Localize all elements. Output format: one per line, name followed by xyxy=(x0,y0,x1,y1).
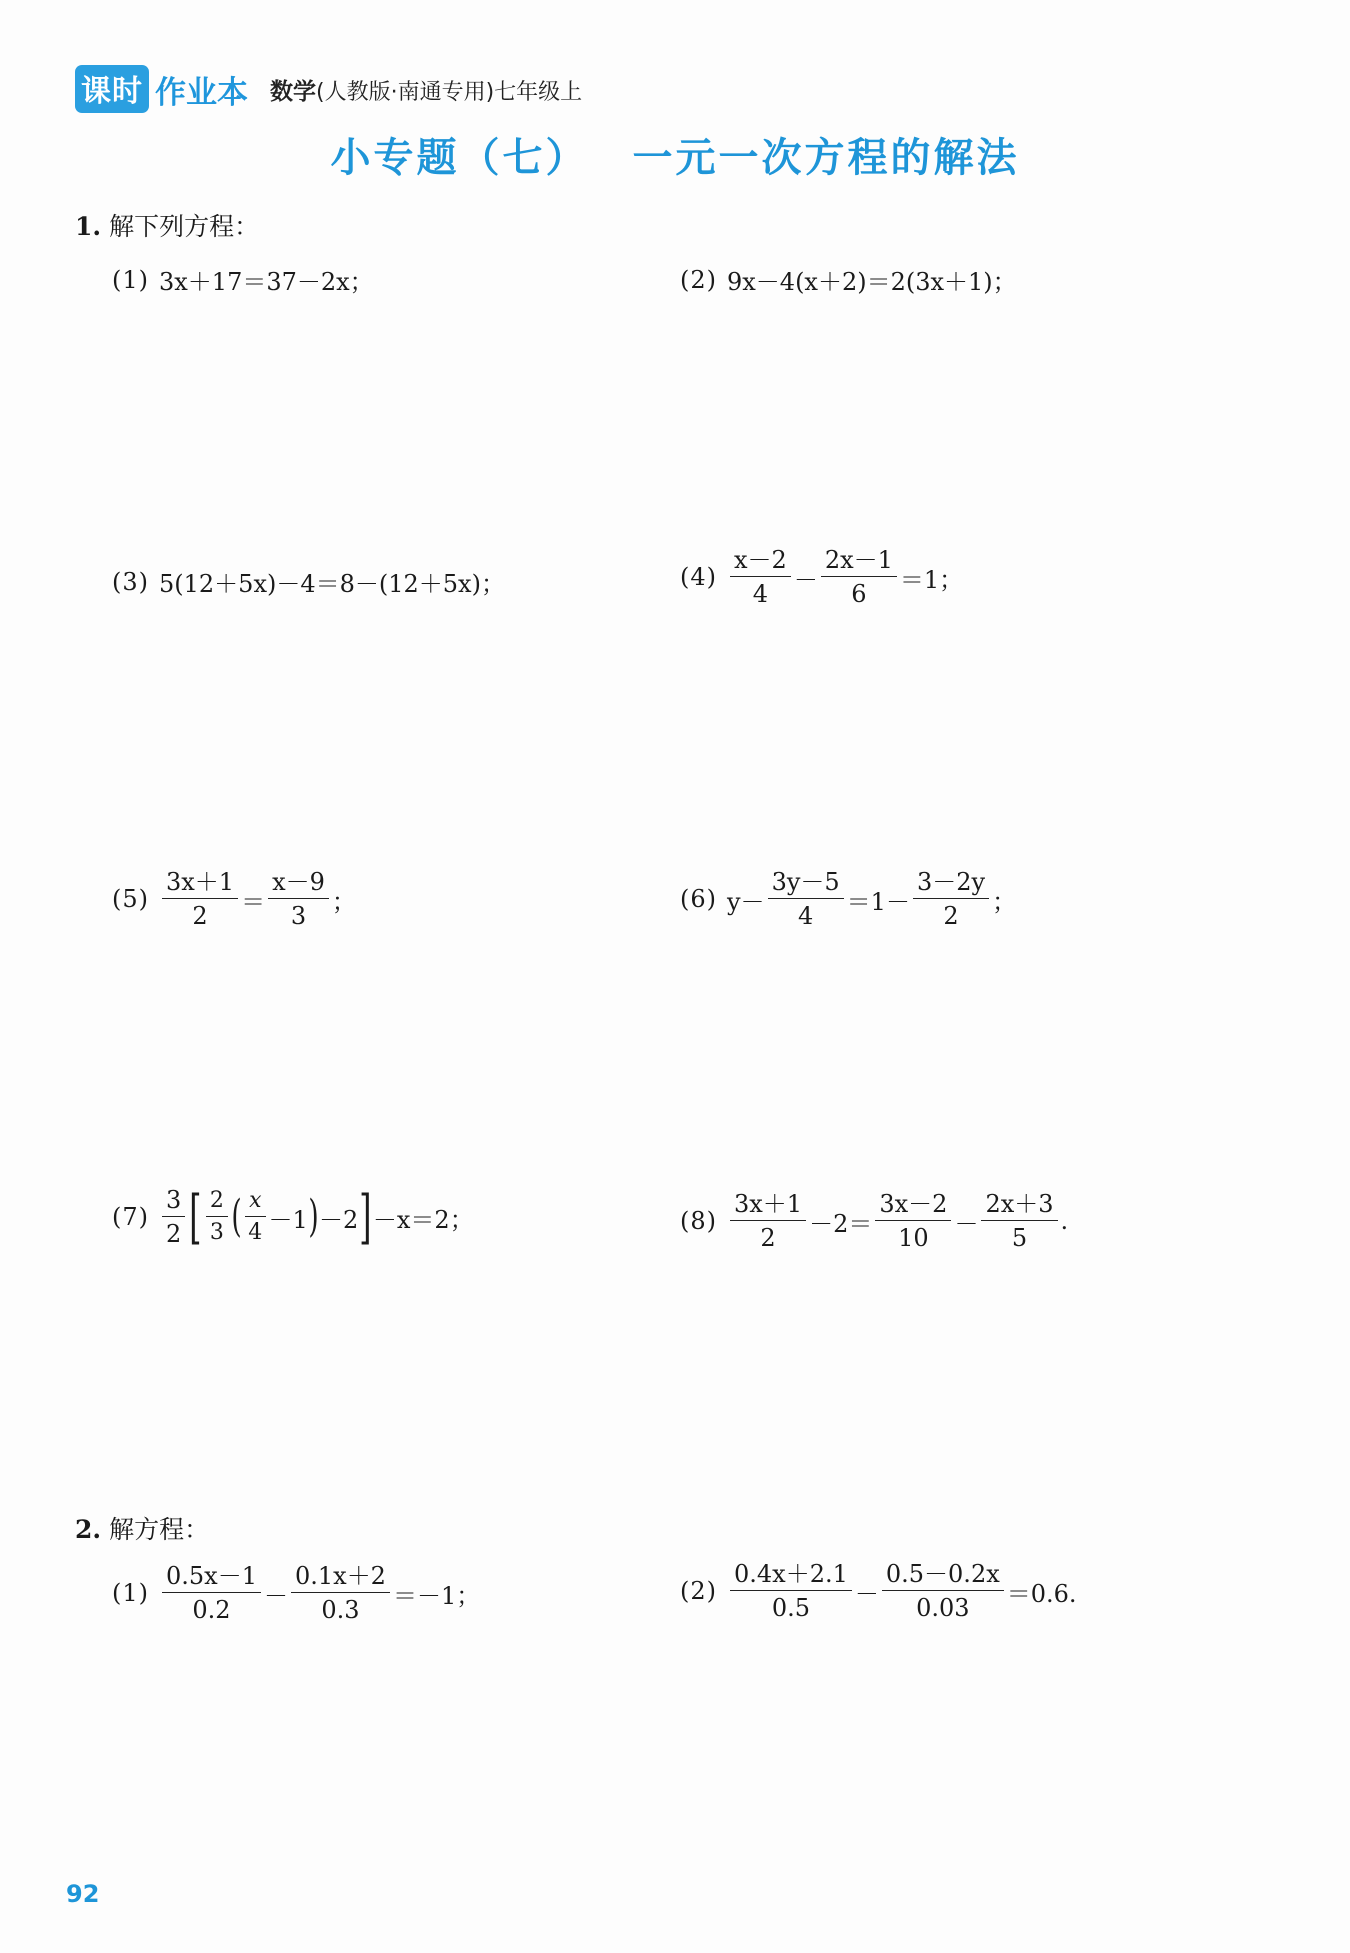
problem-label: (4) xyxy=(680,563,717,591)
fraction xyxy=(206,1190,228,1244)
operator: ＝1－ xyxy=(846,887,910,916)
fraction xyxy=(981,1192,1057,1250)
problem-1-8 xyxy=(680,1192,1068,1250)
subject-bold: 数学 xyxy=(270,78,316,105)
operator: －1 xyxy=(268,1205,308,1234)
numerator: 2x－1 xyxy=(821,548,897,577)
fraction xyxy=(268,870,329,928)
numerator: 0.5x－1 xyxy=(162,1564,261,1593)
numerator: 3 xyxy=(162,1188,185,1217)
fraction xyxy=(245,1190,265,1244)
logo-zuoye: 作业本 xyxy=(155,74,248,111)
problem-label: (5) xyxy=(112,885,149,913)
operator: － xyxy=(854,1579,879,1608)
numerator: 3y－5 xyxy=(768,870,844,899)
problem-label: (2) xyxy=(680,1577,717,1605)
denominator: 3 xyxy=(209,1220,224,1245)
problem-1-7 xyxy=(112,1183,474,1251)
equation-tail: －x＝2； xyxy=(372,1205,474,1234)
denominator: 0.2 xyxy=(192,1596,231,1624)
problem-1-3 xyxy=(112,564,505,599)
denominator: 2 xyxy=(192,902,208,930)
numerator: 0.4x＋2.1 xyxy=(730,1562,852,1591)
denominator: 4 xyxy=(752,580,769,608)
equation-tail: ； xyxy=(331,887,356,916)
title-topic-name: 一元一次方程的解法 xyxy=(632,135,1020,181)
right-paren: ) xyxy=(308,1191,319,1242)
problem-label: (2) xyxy=(680,265,717,294)
operator: － xyxy=(954,1209,979,1238)
numerator: x－9 xyxy=(268,870,329,899)
numerator: 0.5－0.2x xyxy=(882,1562,1004,1591)
denominator: 0.5 xyxy=(771,1594,811,1622)
problem-1-6 xyxy=(680,870,1016,928)
denominator: 6 xyxy=(851,580,867,608)
equation-tail: ＝1； xyxy=(899,565,964,594)
numerator: 2x＋3 xyxy=(981,1192,1057,1221)
equation-lead: y－ xyxy=(727,887,765,916)
denominator: 10 xyxy=(898,1224,929,1252)
numerator: 3x＋1 xyxy=(730,1192,806,1221)
question-1-stem xyxy=(75,212,259,242)
denominator: 4 xyxy=(797,902,814,930)
numerator: 3x＋1 xyxy=(162,870,238,899)
denominator: 0.3 xyxy=(321,1596,360,1624)
fraction xyxy=(291,1564,390,1622)
problem-2-1 xyxy=(112,1564,480,1622)
subject-line xyxy=(270,73,582,106)
problem-label: (8) xyxy=(680,1207,717,1235)
denominator: 3 xyxy=(290,902,307,930)
denominator: 5 xyxy=(1011,1224,1028,1252)
fraction xyxy=(162,1564,261,1622)
fraction xyxy=(730,548,791,606)
problem-1-5 xyxy=(112,870,356,928)
equation-text: 9x－4(x＋2)＝2(3x＋1)； xyxy=(727,268,1017,296)
equation-text: 3x＋17＝37－2x； xyxy=(159,268,374,296)
numerator: x－2 xyxy=(730,548,791,577)
fraction xyxy=(913,870,989,928)
numerator: 3－2y xyxy=(913,870,989,899)
series-logo xyxy=(75,65,248,113)
problem-label: (1) xyxy=(112,1579,149,1607)
numerator: 2 xyxy=(206,1190,228,1217)
problem-label: (1) xyxy=(112,265,149,294)
problem-1-1 xyxy=(112,262,374,297)
fraction xyxy=(882,1562,1004,1620)
problem-1-2 xyxy=(680,262,1017,297)
numerator: 3x－2 xyxy=(875,1192,951,1221)
fraction xyxy=(162,1188,185,1246)
denominator: 2 xyxy=(166,1220,182,1248)
fraction xyxy=(730,1562,852,1620)
denominator: 2 xyxy=(760,1224,776,1252)
problem-label: (6) xyxy=(680,885,717,913)
denominator: 0.03 xyxy=(916,1594,970,1622)
fraction xyxy=(821,548,897,606)
operator: －2＝ xyxy=(809,1209,873,1238)
operator: －2 xyxy=(318,1205,359,1234)
subject-edition: (人教版·南通专用)七年级上 xyxy=(316,79,583,105)
question-2-number: 2. xyxy=(75,1515,102,1544)
equation-tail: ＝－1； xyxy=(392,1581,481,1610)
logo-ke-shi: 课时 xyxy=(75,65,149,113)
operator: ＝ xyxy=(241,887,266,916)
equation-tail: . xyxy=(1060,1207,1069,1235)
question-2-stem xyxy=(75,1515,209,1545)
left-bracket: [ xyxy=(189,1183,202,1251)
fraction xyxy=(162,870,238,928)
title-topic-number: 小专题（七） xyxy=(330,135,589,181)
problem-label: (3) xyxy=(112,567,149,596)
fraction xyxy=(768,870,844,928)
numerator: x xyxy=(245,1190,265,1217)
page-number: 92 xyxy=(66,1880,100,1908)
numerator: 0.1x＋2 xyxy=(291,1564,390,1593)
question-1-text: 解下列方程： xyxy=(109,212,260,241)
right-bracket: ] xyxy=(359,1183,372,1251)
question-1-number: 1. xyxy=(75,212,102,241)
page-title xyxy=(0,126,1350,183)
left-paren: ( xyxy=(231,1191,242,1242)
header-brand xyxy=(75,66,582,112)
fraction xyxy=(730,1192,806,1250)
denominator: 2 xyxy=(943,902,959,930)
equation-tail: ； xyxy=(992,887,1017,916)
problem-1-4 xyxy=(680,548,963,606)
equation-tail: ＝0.6. xyxy=(1006,1579,1077,1608)
question-2-text: 解方程： xyxy=(109,1515,210,1544)
problem-label: (7) xyxy=(112,1203,149,1231)
equation-text: 5(12＋5x)－4＝8－(12＋5x)； xyxy=(159,570,505,598)
problem-2-2 xyxy=(680,1562,1077,1620)
operator: － xyxy=(793,565,818,594)
fraction xyxy=(875,1192,951,1250)
denominator: 4 xyxy=(248,1220,263,1245)
operator: － xyxy=(263,1581,288,1610)
